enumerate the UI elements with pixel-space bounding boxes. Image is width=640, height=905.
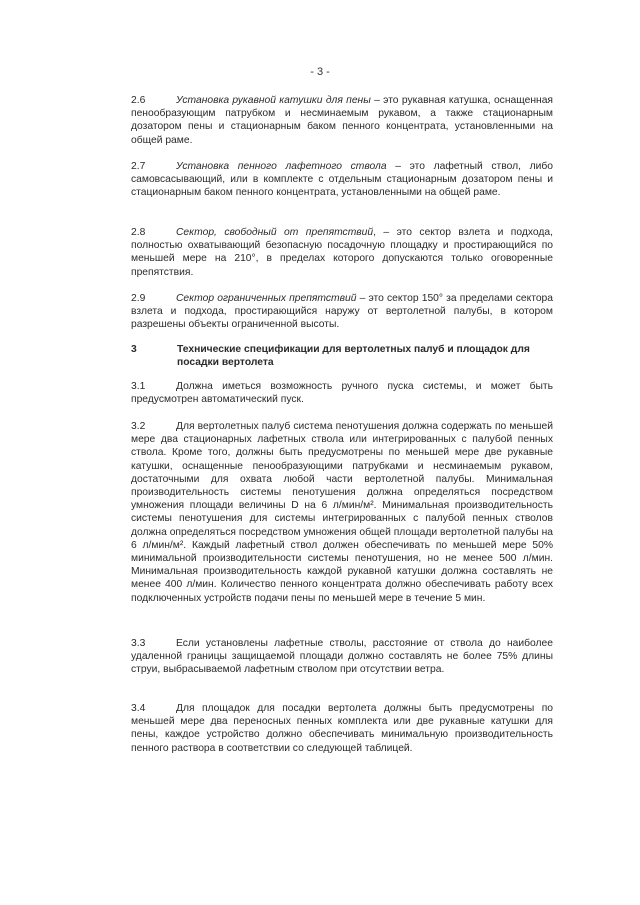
clause-text: – это сектор 150° за пределами сектора взлета и подхода, простирающийся наружу от вертолетной палубы, в котором разрешены объекты ограниченной высоты.: [131, 293, 553, 331]
clause-text: – это лафетный ствол, либо самовсасывающий, или в комплекте с отдельным стационарным дозатором пены и стационарным баком пенного концентрата, установленными на общей раме.: [131, 161, 553, 199]
clause-number: 3.4: [131, 703, 146, 714]
clause-number: 2.9: [131, 293, 146, 304]
clause-3-4: [131, 702, 553, 755]
clause-number: 3.3: [131, 638, 146, 649]
clause-2-6: [131, 94, 553, 147]
clause-text: – это рукавная катушка, оснащенная пенообразующим патрубком и несминаемым рукавом, а также стационарным дозатором пены и стационарным баком пенного концентрата, установленными на общей раме.: [131, 95, 554, 146]
clause-text: Для площадок для посадки вертолета должны быть предусмотрены по меньшей мере два переносных пенных комплекта или две рукавные катушки для пены, каждое устройство должно обеспечивать минимальную производительность пенного раствора в соответствии со следующей таблицей.: [131, 703, 553, 754]
clause-term: Установка рукавной катушки для пены: [176, 95, 371, 106]
section-3-heading: [131, 343, 553, 369]
clause-text: Должна иметься возможность ручного пуска системы, и может быть предусмотрен автоматический пуск.: [131, 381, 553, 406]
clause-2-7: [131, 160, 553, 200]
clause-2-8: [131, 226, 553, 279]
clause-number: 3.2: [131, 421, 146, 432]
clause-number: 2.6: [131, 95, 146, 106]
clause-number: 2.8: [131, 227, 146, 238]
clause-text: Для вертолетных палуб система пенотушения должна содержать по меньшей мере два стационарных лафетных ствола или интегрированных с палубой пенных ствола. Кроме того, должны быть предусмотрены по меньшей мере две рукавные катушки, оснащенные пенообразующими патрубками и несминаемым рукавом, достаточными для охвата любой части вертолетной палубы. Минимальная производительность системы пенотушения должна определяться посредством умножения площади величины D на 6 л/мин/м². Минимальная производительность системы пенотушения для системы интегрированных с палубой пенных стволов должна определяться посредством умножения общей площади вертолетной палубы на 6 л/мин/м². Каждый лафетный ствол должен обеспечивать по меньшей мере 50% минимальной производительности системы пенотушения, но не менее 500 л/мин. Минимальная производительность каждой рукавной катушки должна составлять не менее 400 л/мин. Количество пенного концентрата должно обеспечивать работу всех подключенных устройств подачи пены по меньшей мере в течение 5 мин.: [131, 421, 553, 604]
clause-3-1: [131, 380, 553, 406]
clause-3-3: [131, 637, 553, 677]
clause-text: , – это сектор взлета и подхода, полностью охватывающий безопасную посадочную площадку и простирающийся по меньшей мере на 210°, в пределах которого допускаются только оговоренные препятствия.: [131, 227, 553, 278]
section-title: Технические спецификации для вертолетных палуб и площадок для посадки вертолета: [177, 344, 530, 369]
clause-number: 3.1: [131, 381, 146, 392]
section-number: 3: [131, 344, 137, 355]
clause-term: Установка пенного лафетного ствола: [176, 161, 387, 172]
clause-text: Если установлены лафетные стволы, расстояние от ствола до наиболее удаленной границы защищаемой площади должно составлять не более 75% длины струи, выбрасываемой лафетным стволом при отсутствии ветра.: [131, 638, 553, 676]
clause-term: Сектор, свободный от препятствий: [176, 227, 374, 238]
clause-term: Сектор ограниченных препятствий: [176, 293, 357, 304]
page-number: - 3 -: [310, 66, 330, 78]
clause-3-2: [131, 420, 553, 605]
clause-number: 2.7: [131, 161, 146, 172]
clause-2-9: [131, 292, 553, 332]
